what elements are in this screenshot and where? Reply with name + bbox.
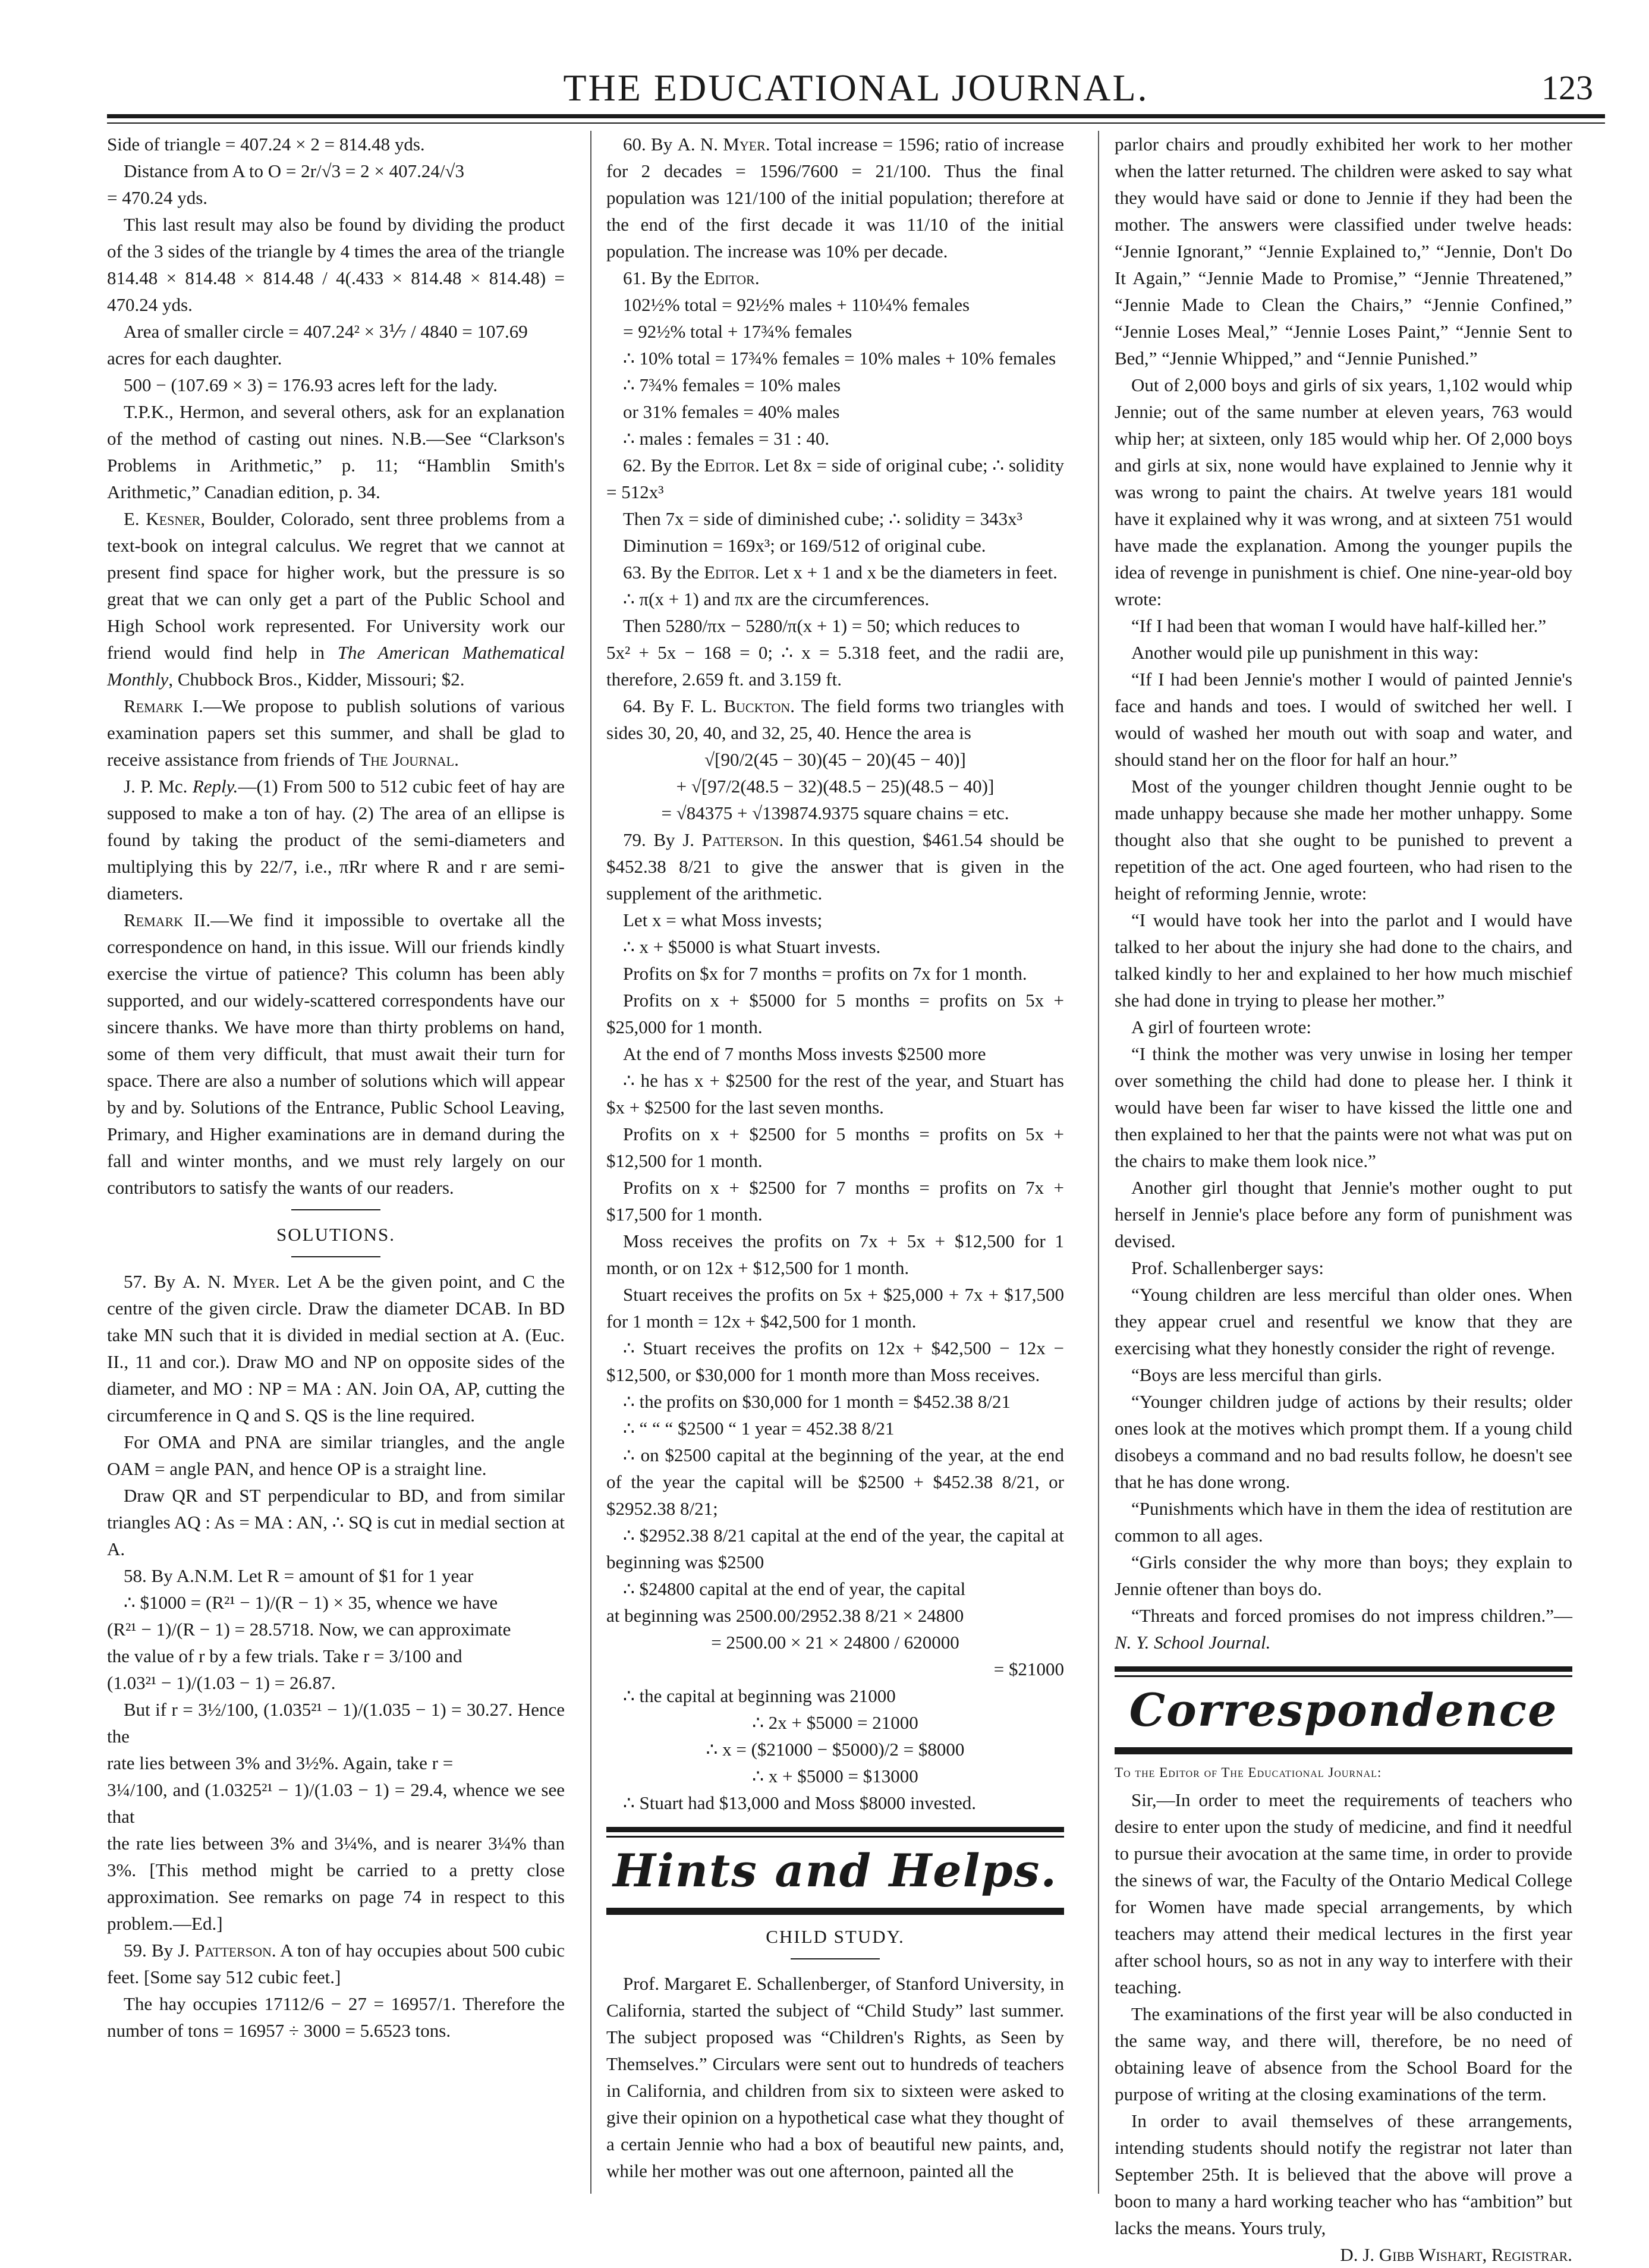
formula-line: = 470.24 yds. <box>107 187 208 208</box>
banner-rule <box>606 1910 1064 1915</box>
formula-line: 102½% total = 92½% males + 110¼% females <box>623 294 970 315</box>
paragraph: Another girl thought that Jennie's mother ought to put herself in Jennie's place before any form of punishment was devised. <box>1115 1177 1572 1251</box>
paragraph <box>107 1268 565 1429</box>
paragraph <box>107 1937 565 1990</box>
paragraph-text: Let A be the given point, and C the centre of the given circle. Draw the diameter DCAB. In BD take MN such that it is divided in medial section at A. (Euc. II., 11 and cor.). Draw MO and NP on opposite sides of the diameter, and MO : NP = MA : AN. Join OA, AP, cutting the circumference in Q and S. QS is the line required. <box>107 1271 565 1426</box>
paragraph: 58. By A.N.M. Let R = amount of $1 for 1 year <box>124 1565 474 1586</box>
quotation: “If I had been Jennie's mother I would of painted Jennie's face and hands and toes. I would of switched her well. I would of washed her mouth out with soap and water, and should stand her on the floor for half an hour.” <box>1115 669 1572 770</box>
quotation: “Girls consider the why more than boys; they explain to Jennie oftener than boys do. <box>1115 1552 1572 1599</box>
formula-line: ∴ males : females = 31 : 40. <box>623 428 830 449</box>
formula-line: Let x = what Moss invests; <box>623 910 823 930</box>
paragraph: A girl of fourteen wrote: <box>1131 1017 1312 1037</box>
solutions-heading: SOLUTIONS. <box>276 1224 395 1245</box>
paragraph: the rate lies between 3% and 3¼%, and is nearer 3¼% than 3%. [This method might be carried to a pretty close approximation. See remarks on page 74 in respect to this problem.—Ed.] <box>107 1833 565 1934</box>
formula-line: ∴ “ “ “ $2500 “ 1 year = 452.38 8/21 <box>623 1418 895 1439</box>
paragraph <box>606 559 1064 586</box>
header-rule-thin <box>107 122 1605 124</box>
formula-line: + √[97/2(48.5 − 32)(48.5 − 25)(48.5 − 40)] <box>676 776 995 797</box>
paragraph: For OMA and PNA are similar triangles, and the angle OAM = angle PAN, and hence OP is a straight line. <box>107 1432 565 1479</box>
paragraph <box>107 505 565 693</box>
child-study-heading: CHILD STUDY. <box>766 1926 905 1947</box>
paragraph: Side of triangle = 407.24 × 2 = 814.48 yds. <box>107 134 425 155</box>
paragraph: In order to avail themselves of these arrangements, intending students should notify the registrar not later than September 25th. It is believed that the above will prove a boon to many a hard working teacher who has “ambition” but lacks the means. Yours truly, <box>1115 2110 1572 2238</box>
formula-line: ∴ 7¾% females = 10% males <box>623 375 841 395</box>
formula-line: Area of smaller circle = 407.24² × 3⅐ / 4840 = 107.69 <box>124 321 528 342</box>
correspondence-title: Correspondence <box>1129 1684 1558 1737</box>
paragraph: Profits on x + $2500 for 5 months = profits on 5x + $12,500 for 1 month. <box>606 1124 1064 1171</box>
author-name: J. P. Mc. <box>124 776 193 797</box>
author-name: J. Patterson. <box>682 829 784 850</box>
formula-line: 3¼/100, and (1.0325²¹ − 1)/(1.03 − 1) = 29.4, whence we see that <box>107 1779 565 1827</box>
paragraph-text: Total increase = 1596; ratio of increase for 2 decades = 1596/7600 = 21/100. Thus the final population was 121/100 of the initial population; therefore at the end of the first decade it was 11/10 of the initial population. The increase was 10% per decade. <box>606 134 1064 262</box>
formula-line: ∴ the profits on $30,000 for 1 month = $452.38 8/21 <box>623 1391 1011 1412</box>
paragraph-text: 62. By the <box>623 455 704 476</box>
author-name: Editor. <box>704 562 760 583</box>
paragraph: The examinations of the first year will be also conducted in the same way, and there will, therefore, be no need of obtaining leave of absence from the School Board for the purpose of writing at the closing examinations of the term. <box>1115 2003 1572 2105</box>
author-name: A. N. Myer. <box>677 134 770 155</box>
author-name: J. Patterson. <box>178 1940 276 1961</box>
banner-rule <box>1115 1749 1572 1754</box>
paragraph: Profits on $x for 7 months = profits on 7x for 1 month. <box>623 963 1027 984</box>
paragraph-text: 63. By the <box>623 562 704 583</box>
formula-line: But if r = 3½/100, (1.035²¹ − 1)/(1.035 − 1) = 30.27. Hence the <box>107 1699 565 1747</box>
paragraph-text: 60. By <box>623 134 678 155</box>
reply-label: Reply. <box>192 776 238 797</box>
paragraph: At the end of 7 months Moss invests $2500 more <box>623 1043 986 1064</box>
paragraph-text: —We propose to publish solutions of various examination papers set this summer, and shall be glad to receive assistance from friends of <box>107 696 565 770</box>
paragraph: Profits on x + $5000 for 5 months = profits on 5x + $25,000 for 1 month. <box>606 990 1064 1037</box>
formula-line: rate lies between 3% and 3½%. Again, take r = <box>107 1753 454 1773</box>
formula-line: Distance from A to O = 2r/√3 = 2 × 407.24/√3 <box>124 161 464 181</box>
paragraph-text: —We find it impossible to overtake all the correspondence on hand, in this issue. Will our friends kindly exercise the virtue of patience? This column has been ably supported, and our widely-scattered correspondents have our sincere thanks. We have more than thirty problems on hand, some of them very difficult, that must await their turn for space. There are also a number of solutions which will appear by and by. Solutions of the Entrance, Public School Leaving, Primary, and Higher examinations are in demand during the fall and winter months, and we must rely largely on our contributors to satisfy the wants of our readers. <box>107 910 565 1198</box>
formula-line: ∴ 10% total = 17¾% females = 10% males + 10% females <box>623 348 1056 369</box>
formula-line: or 31% females = 40% males <box>623 401 840 422</box>
paragraph <box>606 452 1064 505</box>
author-name: Editor. <box>704 268 760 288</box>
formula-line: Diminution = 169x³; or 169/512 of original cube. <box>623 535 986 556</box>
quotation: “Punishments which have in them the idea of restitution are common to all ages. <box>1115 1498 1572 1546</box>
formula-line: ∴ x = ($21000 − $5000)/2 = $8000 <box>706 1739 965 1760</box>
formula-line: ∴ 2x + $5000 = 21000 <box>752 1712 918 1733</box>
formula-line: = $21000 <box>993 1659 1064 1679</box>
section-rule <box>291 1256 380 1257</box>
formula-line: √[90/2(45 − 30)(45 − 20)(45 − 40)] <box>704 749 966 770</box>
formula-line: 814.48 × 814.48 × 814.48 / 4(.433 × 814.48 × 814.48) = 470.24 yds. <box>107 268 565 315</box>
paragraph: Prof. Schallenberger says: <box>1131 1257 1324 1278</box>
formula-line: Then 5280/πx − 5280/π(x + 1) = 50; which reduces to <box>623 615 1020 636</box>
formula-line: = √84375 + √139874.9375 square chains = etc. <box>661 803 1009 823</box>
remark-label: Remark II. <box>124 910 211 930</box>
header-rule-thick <box>107 114 1605 118</box>
paragraph: Stuart receives the profits on 5x + $25,000 + 7x + $17,500 for 1 month = 12x + $42,500 for 1 month. <box>606 1284 1064 1332</box>
paragraph-text: Let x + 1 and x be the diameters in feet. <box>759 562 1058 583</box>
paragraph <box>606 265 1064 291</box>
paragraph-text: 64. By <box>623 696 681 716</box>
formula-line: Then 7x = side of diminished cube; ∴ solidity = 343x³ <box>623 508 1022 529</box>
paragraph: Moss receives the profits on 7x + 5x + $12,500 for 1 month, or on 12x + $12,500 for 1 month. <box>606 1231 1064 1278</box>
paragraph <box>107 907 565 1201</box>
column-3 <box>1115 131 1572 2265</box>
author-name: A. N. Myer. <box>182 1271 280 1292</box>
hints-and-helps-title: Hints and Helps. <box>613 1844 1058 1897</box>
formula-line: = 92½% total + 17¾% females <box>623 321 852 342</box>
paragraph <box>606 131 1064 265</box>
paragraph <box>107 773 565 907</box>
column-1 <box>107 131 565 2200</box>
paragraph: ∴ on $2500 capital at the beginning of the year, at the end of the year the capital will be $2500 + $452.38 8/21, or $2952.38 8/21; <box>606 1445 1064 1519</box>
formula-line: ∴ Stuart had $13,000 and Moss $8000 invested. <box>623 1792 977 1813</box>
letter-salutation-line: To the Editor of The Educational Journal: <box>1115 1765 1382 1780</box>
paragraph-text: A ton of hay occupies about 500 cubic feet. [Some say 512 cubic feet.] <box>107 1940 565 1987</box>
column-divider-1 <box>590 131 591 2194</box>
paragraph-text: 57. By <box>124 1271 182 1292</box>
quotation <box>1115 1602 1572 1656</box>
paragraph-text: Let 8x = side of original cube; ∴ solidity = 512x³ <box>606 455 1064 502</box>
paragraph-text: “Threats and forced promises do not impress children.”— <box>1131 1605 1572 1626</box>
paragraph <box>107 693 565 773</box>
paragraph: acres for each daughter. <box>107 348 282 369</box>
author-name: F. L. Buckton. <box>681 696 795 716</box>
paragraph-text: 61. By the <box>623 268 704 288</box>
paragraph: This last result may also be found by dividing the product of the 3 sides of the triangle by 4 times the area of the triangle <box>107 214 565 262</box>
formula-line: (1.03²¹ − 1)/(1.03 − 1) = 26.87. <box>107 1672 336 1693</box>
paragraph: ∴ Stuart receives the profits on 12x + $42,500 − 12x − $12,500, or $30,000 for 1 month more than Moss receives. <box>606 1338 1064 1385</box>
formula-line: ∴ $1000 = (R²¹ − 1)/(R − 1) × 35, whence we have <box>124 1592 498 1613</box>
remark-label: Remark I. <box>124 696 203 716</box>
quotation: “Boys are less merciful than girls. <box>1131 1364 1382 1385</box>
formula-line: ∴ π(x + 1) and πx are the circumferences. <box>623 589 930 609</box>
source-citation: N. Y. School Journal. <box>1115 1632 1271 1653</box>
paragraph-text: The field forms two triangles with sides 30, 20, 40, and 32, 25, 40. Hence the area is <box>606 696 1064 743</box>
letter-signature: D. J. Gibb Wishart, Registrar. <box>1340 2244 1572 2265</box>
column-divider-2 <box>1098 131 1099 2194</box>
column-2 <box>606 131 1064 2200</box>
paragraph: ∴ $24800 capital at the end of year, the capital <box>623 1578 966 1599</box>
paragraph <box>606 693 1064 746</box>
paragraph: Most of the younger children thought Jennie ought to be made unhappy because she made her mother unhappy. Some thought also that she ought to be punished to prevent a repetition of the act. One aged fourteen, who had risen to the height of reforming Jennie, wrote: <box>1115 776 1572 904</box>
formula-line: ∴ x + $5000 is what Stuart invests. <box>623 936 881 957</box>
paragraph: 500 − (107.69 × 3) = 176.93 acres left for the lady. <box>124 375 498 395</box>
correspondence-banner <box>1115 1666 1572 1754</box>
section-rule <box>291 1209 380 1210</box>
paragraph: T.P.K., Hermon, and several others, ask for an explanation of the method of casting out nines. N.B.—See “Clarkson's Problems in Arithmetic,” p. 11; “Hamblin Smith's Arithmetic,” Canadian edition, p. 34. <box>107 401 565 502</box>
paragraph-text: , Boulder, Colorado, sent three problems from a text-book on integral calculus. We regret that we cannot at present find space for higher work, but the pressure is so great that we can only get a part of the Public School and High School work represented. For University work our friend would find help in <box>107 508 565 663</box>
formula-line: the value of r by a few trials. Take r = 3/100 and <box>107 1646 462 1666</box>
paragraph: Sir,—In order to meet the requirements of teachers who desire to enter upon the study of medicine, and find it needful to pursue their avocation at the same time, in order to provide the sinews of war, the Faculty of the Ontario Medical College for Women have made special arrangements, by which teachers may attend their medical lectures in the first year after school hours, so as not in any way to interfere with their teaching. <box>1115 1789 1572 1998</box>
quotation: “If I had been that woman I would have half-killed her.” <box>1131 615 1547 636</box>
journal-name: The Journal. <box>359 749 459 770</box>
page-number: 123 <box>1541 68 1593 107</box>
formula-line: ∴ the capital at beginning was 21000 <box>623 1685 896 1706</box>
formula-line: at beginning was 2500.00/2952.38 8/21 × 24800 <box>606 1605 964 1626</box>
paragraph-text: —(1) From 500 to 512 cubic feet of hay are supposed to make a ton of hay. (2) The area of an ellipse is found by taking the product of the semi-diameters and multiplying this by 22/7, i.e., πRr where R and r are semi-diameters. <box>107 776 565 904</box>
journal-citation: The American Mathematical Monthly <box>107 642 565 690</box>
paragraph: Another would pile up punishment in this way: <box>1131 642 1479 663</box>
quotation: “Young children are less merciful than older ones. When they appear cruel and resentful we know that they are exercising what they honestly consider the right of revenge. <box>1115 1284 1572 1358</box>
paragraph: Draw QR and ST perpendicular to BD, and from similar triangles AQ : As = MA : AN, ∴ SQ is cut in medial section at A. <box>107 1485 565 1559</box>
quotation: “Younger children judge of actions by their results; older ones look at the motives which prompt them. If a young child disobeys a command and no bad results follow, he doesn't see that he has done wrong. <box>1115 1391 1572 1492</box>
paragraph: Profits on x + $2500 for 7 months = profits on 7x + $17,500 for 1 month. <box>606 1177 1064 1225</box>
journal-title: THE EDUCATIONAL JOURNAL. <box>563 67 1149 109</box>
quotation: “I think the mother was very unwise in losing her temper over something the child had done to please her. I think it would have been far wiser to have kissed the little one and then explained to her that the paints were not what was put on the chairs to make them look nice.” <box>1115 1043 1572 1171</box>
paragraph-text: In this question, $461.54 should be $452.38 8/21 to give the answer that is given in the supplement of the arithmetic. <box>606 829 1064 904</box>
paragraph <box>606 826 1064 907</box>
hints-and-helps-banner <box>606 1827 1064 1915</box>
banner-rule <box>606 1827 1064 1832</box>
paragraph-text: 79. By <box>623 829 683 850</box>
author-name: E. Kesner <box>124 508 201 529</box>
banner-rule <box>1115 1666 1572 1672</box>
formula-line: = 2500.00 × 21 × 24800 / 620000 <box>711 1632 959 1653</box>
section-rule <box>791 1958 880 1959</box>
quotation: “I would have took her into the parlot and I would have talked to her about the injury she had done to the chairs, and talked kindly to her and explained to her how much mischief she had done in trying to please her mother.” <box>1115 910 1572 1011</box>
paragraph: Prof. Margaret E. Schallenberger, of Stanford University, in California, started the subject of “Child Study” last summer. The subject proposed was “Children's Rights, as Seen by Themselves.” Circulars were sent out to hundreds of teachers in California, and children from six to sixteen were asked to give their opinion on a hypothetical case what they thought of a certain Jennie who had a box of beautiful new paints, and, while her mother was out one afternoon, painted all the <box>606 1973 1064 2181</box>
formula-line: ∴ x + $5000 = $13000 <box>752 1766 918 1786</box>
paragraph: Out of 2,000 boys and girls of six years, 1,102 would whip Jennie; out of the same number at eleven years, 763 would whip her; at sixteen, only 185 would whip her. Of 2,000 boys and girls at six, none would have explained to Jennie why it was wrong to paint the chairs. At twelve years 181 would have it explained why it was wrong, and at sixteen 751 would have made the explanation. Among the younger pupils the idea of revenge in punishment is chief. One nine-year-old boy wrote: <box>1115 375 1572 609</box>
paragraph: ∴ $2952.38 8/21 capital at the end of the year, the capital at beginning was $2500 <box>606 1525 1064 1572</box>
paragraph-text: , Chubbock Bros., Kidder, Missouri; $2. <box>168 669 465 690</box>
formula-line: 5x² + 5x − 168 = 0; ∴ x = 5.318 feet, and the radii are, therefore, 2.659 ft. and 3.159 ft. <box>606 642 1064 690</box>
paragraph: ∴ he has x + $2500 for the rest of the year, and Stuart has $x + $2500 for the last seven months. <box>606 1070 1064 1118</box>
page-header <box>107 59 1605 116</box>
paragraph-text: 59. By <box>124 1940 178 1961</box>
paragraph: parlor chairs and proudly exhibited her work to her mother when the latter returned. The children were asked to say what they would have said or done to Jennie if they had been the mother. The answers were classified under twelve heads: “Jennie Ignorant,” “Jennie Explained to,” “Jennie, Don't Do It Again,” “Jennie Made to Promise,” “Jennie Threatened,” “Jennie Made to Clean the Chairs,” “Jennie Confined,” “Jennie Loses Meal,” “Jennie Loses Paint,” “Jennie Sent to Bed,” “Jennie Whipped,” and “Jennie Punished.” <box>1115 134 1572 369</box>
formula-line: (R²¹ − 1)/(R − 1) = 28.5718. Now, we can approximate <box>107 1619 511 1640</box>
paragraph: The hay occupies 17112/6 − 27 = 16957/1. Therefore the number of tons = 16957 ÷ 3000 = 5.6523 tons. <box>107 1993 565 2041</box>
author-name: Editor. <box>704 455 760 476</box>
